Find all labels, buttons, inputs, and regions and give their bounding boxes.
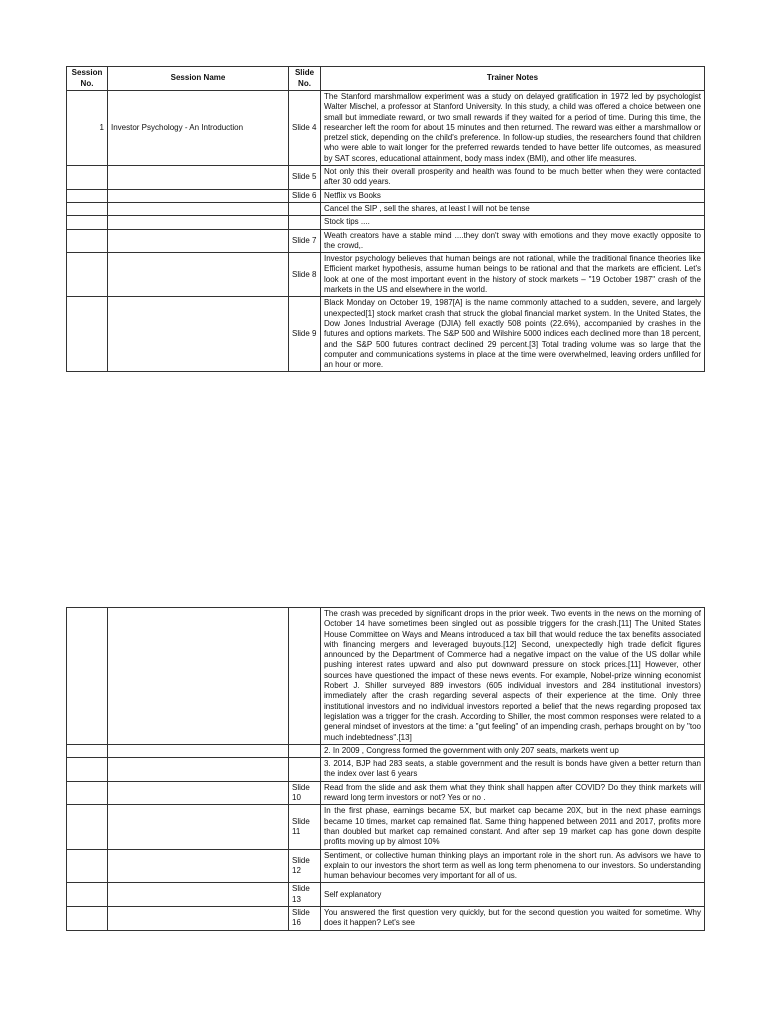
- slide-no-cell: Slide 6: [289, 189, 321, 202]
- header-session-name: Session Name: [108, 67, 289, 91]
- header-session-no: Session No.: [67, 67, 108, 91]
- session-no-cell: [67, 758, 108, 782]
- table-row: [67, 189, 705, 202]
- trainer-notes-cell: Self explanatory: [321, 883, 705, 907]
- session-no-cell: [67, 202, 108, 215]
- session-no-cell: [67, 608, 108, 745]
- slide-no-cell: Slide 8: [289, 253, 321, 297]
- session-name-cell: [108, 883, 289, 907]
- session-name-cell: [108, 608, 289, 745]
- session-no-cell: [67, 744, 108, 757]
- trainer-notes-cell: 2. In 2009 , Congress formed the government with only 207 seats, markets went up: [321, 744, 705, 757]
- slide-no-cell: Slide 5: [289, 166, 321, 190]
- session-name-cell: [108, 253, 289, 297]
- trainer-notes-cell: You answered the first question very quickly, but for the second question you waited for sometime. Why does it happen? Let's see: [321, 907, 705, 931]
- trainer-notes-cell: The Stanford marshmallow experiment was a study on delayed gratification in 1972 led by psychologist Walter Mischel, a professor at Stanford University. In this study, a child was offered a choice between one small but immediate reward, or two small rewards if they waited for a period of time. During this time, the researcher left the room for about 15 minutes and then returned. The reward was either a marshmallow or pretzel stick, depending on the child's preference. In follow-up studies, the researchers found that children who were able to wait longer for the preferred rewards tended to have better life outcomes, as measured by SAT scores, educational attainment, body mass index (BMI), and other life measures.: [321, 91, 705, 166]
- session-no-cell: [67, 781, 108, 805]
- table-row: [67, 297, 705, 372]
- slide-no-cell: [289, 758, 321, 782]
- session-name-cell: [108, 297, 289, 372]
- slide-no-cell: Slide 4: [289, 91, 321, 166]
- trainer-notes-cell: Netflix vs Books: [321, 189, 705, 202]
- session-no-cell: 1: [67, 91, 108, 166]
- header-trainer-notes: Trainer Notes: [321, 67, 705, 91]
- trainer-notes-cell: Stock tips ....: [321, 216, 705, 229]
- trainer-notes-cell: Read from the slide and ask them what they think shall happen after COVID? Do they think markets will reward long term investors or not? Yes or no .: [321, 781, 705, 805]
- trainer-notes-cell: Not only this their overall prosperity and health was found to be much better when they were contacted after 30 odd years.: [321, 166, 705, 190]
- table-row: [67, 883, 705, 907]
- session-no-cell: [67, 253, 108, 297]
- trainer-notes-cell: 3. 2014, BJP had 283 seats, a stable government and the result is bonds have given a better return than the index over last 6 years: [321, 758, 705, 782]
- session-name-cell: [108, 216, 289, 229]
- trainer-notes-table-page-2: [66, 607, 705, 931]
- table-row: [67, 229, 705, 253]
- session-name-cell: [108, 849, 289, 883]
- session-name-cell: [108, 758, 289, 782]
- slide-no-cell: [289, 216, 321, 229]
- trainer-notes-cell: Cancel the SIP , sell the shares, at least I will not be tense: [321, 202, 705, 215]
- slide-no-cell: Slide 11: [289, 805, 321, 849]
- trainer-notes-cell: Sentiment, or collective human thinking plays an important role in the short run. As advisors we have to explain to our investors the short term as well as long term phenomena to our investors. So understanding human behaviour becomes very important for all of us.: [321, 849, 705, 883]
- session-no-cell: [67, 297, 108, 372]
- session-name-cell: [108, 781, 289, 805]
- session-no-cell: [67, 229, 108, 253]
- session-name-cell: Investor Psychology - An Introduction: [108, 91, 289, 166]
- slide-no-cell: [289, 202, 321, 215]
- table-row: [67, 849, 705, 883]
- table-row: [67, 202, 705, 215]
- session-name-cell: [108, 229, 289, 253]
- trainer-notes-cell: Weath creators have a stable mind ....they don't sway with emotions and they move exactly opposite to the crowd,.: [321, 229, 705, 253]
- session-name-cell: [108, 744, 289, 757]
- trainer-notes-cell: Investor psychology believes that human beings are not rational, while the traditional finance theories like Efficient market hypothesis, assume human beings to be rational and that the markets are efficient. Let's look at one of the most important event in the history of stock markets – "19 October 1987" crash of the markets in the US and elsewhere in the world.: [321, 253, 705, 297]
- session-name-cell: [108, 907, 289, 931]
- slide-no-cell: [289, 744, 321, 757]
- table-row: [67, 744, 705, 757]
- table-row: [67, 608, 705, 745]
- table-row: [67, 758, 705, 782]
- slide-no-cell: Slide 12: [289, 849, 321, 883]
- table-row: [67, 781, 705, 805]
- trainer-notes-cell: The crash was preceded by significant drops in the prior week. Two events in the news on the morning of October 14 have sometimes been singled out as possible triggers for the crash.[11] The United States House Committee on Ways and Means introduced a tax bill that would reduce the tax benefits associated with financing mergers and leveraged buyouts.[12] Second, unexpectedly high trade deficit figures announced by the Department of Commerce had a negative impact on the value of the US dollar while pushing interest rates upward and also put downward pressure on stock prices.[11] However, other sources have questioned the impact of these news events. For example, Nobel-prize winning economist Robert J. Shiller surveyed 889 investors (605 individual investors and 284 institutional investors) immediately after the crash regarding several aspects of their experience at the time. Only three institutional investors and no individual investors reported a belief that the news regarding proposed tax legislation was a trigger for the crash. According to Shiller, the most common responses were related to a general mindset of investors at the time: a "gut feeling" of an impending crash, perhaps brought on by "too much indebtedness".[13]: [321, 608, 705, 745]
- session-no-cell: [67, 883, 108, 907]
- table-row: [67, 907, 705, 931]
- session-no-cell: [67, 849, 108, 883]
- session-name-cell: [108, 805, 289, 849]
- header-slide-no: Slide No.: [289, 67, 321, 91]
- table-row: [67, 166, 705, 190]
- table-row: [67, 216, 705, 229]
- session-no-cell: [67, 189, 108, 202]
- table-row: [67, 91, 705, 166]
- trainer-notes-table-page-1: [66, 66, 705, 372]
- table-body: [67, 608, 705, 931]
- table-body: [67, 91, 705, 372]
- session-no-cell: [67, 805, 108, 849]
- slide-no-cell: Slide 7: [289, 229, 321, 253]
- session-no-cell: [67, 166, 108, 190]
- slide-no-cell: Slide 9: [289, 297, 321, 372]
- session-no-cell: [67, 216, 108, 229]
- table-row: [67, 253, 705, 297]
- table-row: [67, 805, 705, 849]
- session-no-cell: [67, 907, 108, 931]
- trainer-notes-cell: Black Monday on October 19, 1987[A] is the name commonly attached to a sudden, severe, and largely unexpected[1] stock market crash that struck the global financial market system. In the United States, the Dow Jones Industrial Average (DJIA) fell exactly 508 points (22.6%), accompanied by crashes in the futures and options markets. The S&P 500 and Wilshire 5000 indices each declined more than 18 percent, and the S&P 500 futures contract declined 29 percent.[3] Total trading volume was so large that the computer and communications systems in place at the time were overwhelmed, leaving orders unfilled for an hour or more.: [321, 297, 705, 372]
- slide-no-cell: [289, 608, 321, 745]
- slide-no-cell: Slide 16: [289, 907, 321, 931]
- session-name-cell: [108, 189, 289, 202]
- trainer-notes-cell: In the first phase, earnings became 5X, but market cap became 20X, but in the next phase earnings became 10 times, market cap remained flat. Same thing happened between 2011 and 2017, profits more than doubled but market cap remained constant. And after sep 19 market cap has gone down despite profits moving up by almost 10%: [321, 805, 705, 849]
- slide-no-cell: Slide 10: [289, 781, 321, 805]
- session-name-cell: [108, 202, 289, 215]
- table-header: [67, 67, 705, 91]
- slide-no-cell: Slide 13: [289, 883, 321, 907]
- session-name-cell: [108, 166, 289, 190]
